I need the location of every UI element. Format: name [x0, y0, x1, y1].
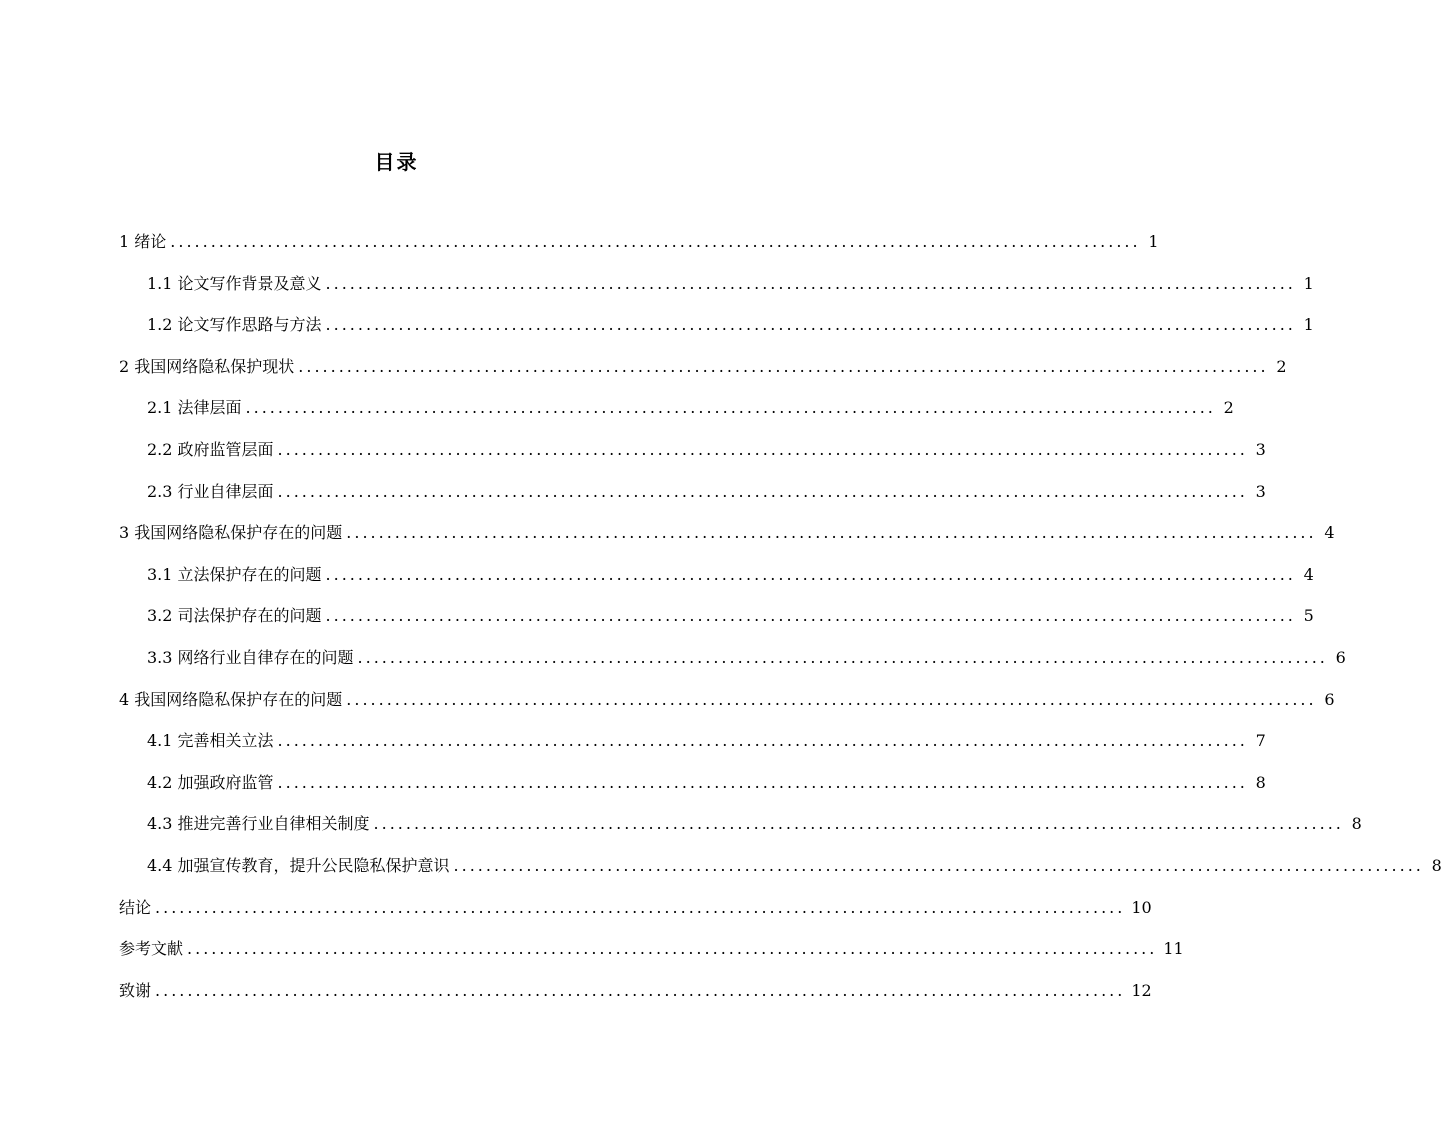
toc-entry-label: 4.2 加强政府监管: [147, 772, 274, 792]
toc-entry-page-number: 11: [1163, 939, 1184, 959]
toc-entry[interactable]: [119, 812, 1362, 854]
toc-entry-label: 4.4 加强宣传教育，提升公民隐私保护意识: [147, 855, 450, 875]
toc-leader-dots: ........................................................................................................................: [170, 232, 1141, 251]
toc-leader-dots: ........................................................................................................................: [155, 897, 1126, 917]
toc-entry-page-number: 4: [1324, 523, 1335, 543]
toc-entry[interactable]: [119, 646, 1346, 688]
toc-leader-dots: ........................................................................................................................: [346, 523, 1317, 543]
toc-entry[interactable]: [119, 521, 1335, 563]
toc-entry-label: 4.1 完善相关立法: [147, 731, 274, 751]
toc-entry[interactable]: [119, 272, 1314, 314]
toc-entry-label: 3.3 网络行业自律存在的问题: [147, 647, 354, 667]
toc-entry-label: 3.1 立法保护存在的问题: [147, 564, 322, 584]
toc-entry[interactable]: [119, 688, 1335, 730]
toc-leader-dots: ........................................................................................................................: [325, 315, 1296, 335]
toc-entry-page-number: 12: [1131, 980, 1152, 1000]
toc-entry-label: 1.2 论文写作思路与方法: [147, 315, 322, 335]
toc-leader-dots: ........................................................................................................................: [453, 855, 1424, 875]
toc-entry-label: 2 我国网络隐私保护现状: [119, 356, 295, 376]
toc-entry-page-number: 1: [1303, 315, 1314, 335]
toc-entry-label: 4.3 推进完善行业自律相关制度: [147, 814, 370, 834]
toc-entry[interactable]: [119, 604, 1314, 646]
toc-entry[interactable]: [119, 480, 1266, 522]
toc-leader-dots: ........................................................................................................................: [277, 731, 1248, 751]
toc-entry-label: 3 我国网络隐私保护存在的问题: [119, 523, 343, 543]
toc-entry-page-number: 8: [1431, 855, 1442, 875]
toc-entry-label: 2.3 行业自律层面: [147, 481, 274, 501]
toc-entry[interactable]: [119, 438, 1266, 480]
toc-leader-dots: ........................................................................................................................: [373, 814, 1344, 834]
toc-leader-dots: ........................................................................................................................: [357, 647, 1328, 667]
toc-entry[interactable]: [119, 230, 1159, 272]
toc-entry[interactable]: [119, 896, 1152, 938]
toc-entry[interactable]: [119, 729, 1266, 771]
toc-entry[interactable]: [119, 937, 1184, 979]
toc-entry-page-number: 5: [1303, 606, 1314, 626]
toc-entry-page-number: 3: [1255, 481, 1266, 501]
page-title: 目录: [374, 150, 419, 174]
toc-entry-page-number: 3: [1255, 439, 1266, 459]
toc-leader-dots: ........................................................................................................................: [277, 439, 1248, 459]
toc-entry[interactable]: [119, 396, 1234, 438]
toc-leader-dots: ........................................................................................................................: [346, 689, 1317, 709]
toc-leader-dots: ........................................................................................................................: [277, 481, 1248, 501]
toc-entry-label: 2.2 政府监管层面: [147, 439, 274, 459]
toc-entry-page-number: 2: [1223, 398, 1234, 418]
toc-entry[interactable]: [119, 979, 1152, 1021]
toc-leader-dots: ........................................................................................................................: [155, 980, 1126, 1000]
toc-entry[interactable]: [119, 563, 1314, 605]
toc-entry-page-number: 7: [1255, 731, 1266, 751]
toc-entry-label: 致谢: [119, 980, 152, 1000]
toc-leader-dots: ........................................................................................................................: [325, 273, 1296, 293]
toc-entry-page-number: 10: [1131, 897, 1152, 917]
toc-entry-page-number: 8: [1255, 772, 1266, 792]
toc-leader-dots: ........................................................................................................................: [325, 606, 1296, 626]
toc-entry-page-number: 6: [1324, 689, 1335, 709]
toc-entry[interactable]: [119, 355, 1287, 397]
toc-entry-page-number: 1: [1303, 273, 1314, 293]
toc-entry-page-number: 8: [1351, 814, 1362, 834]
table-of-contents: [119, 230, 1442, 1020]
toc-entry-label: 1 绪论: [119, 232, 167, 251]
toc-leader-dots: ........................................................................................................................: [277, 772, 1248, 792]
toc-entry-label: 1.1 论文写作背景及意义: [147, 273, 322, 293]
toc-entry-label: 参考文献: [119, 939, 184, 959]
toc-entry-page-number: 1: [1148, 232, 1159, 251]
toc-leader-dots: ........................................................................................................................: [245, 398, 1216, 418]
toc-entry-label: 2.1 法律层面: [147, 398, 242, 418]
toc-leader-dots: ........................................................................................................................: [298, 356, 1269, 376]
toc-entry-label: 4 我国网络隐私保护存在的问题: [119, 689, 343, 709]
toc-leader-dots: ........................................................................................................................: [325, 564, 1296, 584]
toc-entry-page-number: 2: [1276, 356, 1287, 376]
toc-entry[interactable]: [119, 854, 1442, 896]
toc-entry[interactable]: [119, 771, 1266, 813]
toc-entry-label: 结论: [119, 897, 152, 917]
toc-entry-page-number: 6: [1335, 647, 1346, 667]
toc-leader-dots: ........................................................................................................................: [187, 939, 1158, 959]
toc-entry-page-number: 4: [1303, 564, 1314, 584]
toc-entry-label: 3.2 司法保护存在的问题: [147, 606, 322, 626]
toc-entry[interactable]: [119, 313, 1314, 355]
